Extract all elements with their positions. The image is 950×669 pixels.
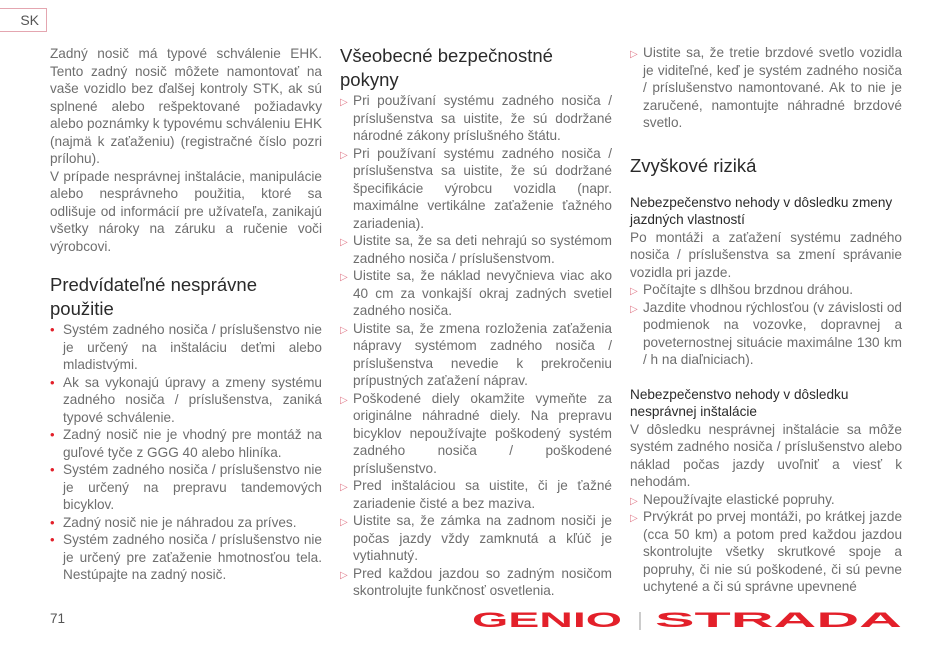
genio-strada-logo (470, 608, 905, 632)
item-text: Pred každou jazdou so zadným nosičom skontrolujte funkčnosť osvetlenia. (353, 565, 612, 598)
list-item (340, 320, 612, 390)
section-heading: Predvídateľné nesprávne použitie (50, 274, 257, 319)
triangle-marker-icon: ▷ (340, 394, 348, 406)
item-text: Zadný nosič nie je vhodný pre montáž na guľové tyče z GGG 40 alebo hliníka. (63, 427, 322, 460)
section-heading: Zvyškové riziká (630, 154, 757, 176)
list-item (50, 514, 322, 532)
item-text: Prvýkrát po prvej montáži, po krátkej jazde (cca 50 km) a potom pred každou jazdou skontrolujte všetky skrutkové spoje a popruhy, či nie sú poškodené, či sú pevne uchytené a či sú správne upevnené (643, 509, 902, 594)
triangle-marker-icon: ▷ (340, 149, 348, 161)
triangle-marker-icon: ▷ (630, 495, 638, 507)
column-right (630, 44, 902, 596)
list-item (50, 461, 322, 514)
triangle-marker-icon: ▷ (340, 272, 348, 283)
triangle-marker-icon: ▷ (630, 286, 638, 297)
list-item (340, 145, 612, 233)
triangle-marker-icon: ▷ (340, 482, 348, 493)
intro-paragraph: V prípade nesprávnej inštalácie, manipulácie alebo nesprávneho použitia, ktoré sa odlišuje od informácií pre užívateľa, zanikajú všetky nároky na záruku a ručenie voči výrobcovi. (50, 168, 322, 254)
list-item (340, 267, 612, 320)
item-text: Poškodené diely okamžite vymeňte za originálne náhradné diely. Na prepravu bicyklov nepoužívajte poškodený systém zadného nosiča / poškodené príslušenstvo. (353, 390, 612, 476)
bullet-icon: • (50, 514, 55, 530)
item-text: Uistite sa, že tretie brzdové svetlo vozidla je viditeľné, keď je systém zadného nosiča / príslušenstvo namontované. Ak to nie je zaručené, namontujte náhradné brzdové svetlo. (643, 45, 902, 130)
list-item (340, 92, 612, 145)
bullet-icon: • (50, 462, 55, 477)
item-text: Nepoužívajte elastické popruhy. (643, 491, 835, 507)
triangle-marker-icon: ▷ (630, 513, 638, 524)
instruction-list (630, 44, 902, 132)
column-left (50, 45, 322, 584)
item-text: Uistite sa, že náklad nevyčnieva viac ako 40 cm za vonkajší okraj zadných svetiel zadného nosiča. (353, 268, 612, 318)
triangle-marker-icon: ▷ (340, 97, 348, 108)
triangle-marker-icon: ▷ (340, 569, 348, 581)
item-text: Uistite sa, že zámka na zadnom nosiči je počas jazdy vždy zamknutá a kľúč je vytiahnutý. (353, 513, 612, 563)
language-tab: SK (0, 8, 47, 32)
list-item (50, 531, 322, 584)
bullet-icon: • (50, 322, 55, 337)
list-item (50, 321, 322, 374)
triangle-marker-icon: ▷ (630, 49, 638, 60)
triangle-marker-icon: ▷ (340, 324, 348, 336)
intro-paragraph: Zadný nosič má typové schválenie EHK. Tento zadný nosič môžete namontovať na vaše vozidlo bez ďalšej kontroly STK, ak sú splnené alebo rešpektované požiadavky alebo poznámky k typovému schváleniu EHK (najmä k zaťaženiu) (registračné číslo pozri prílohu). (50, 46, 323, 166)
bullet-icon: • (50, 532, 55, 547)
triangle-marker-icon: ▷ (340, 517, 348, 528)
bullet-icon: • (50, 374, 55, 390)
item-text: Ak sa vykonajú úpravy a zmeny systému zadného nosiča / príslušenstva, zaniká typové schválenie. (63, 374, 322, 425)
subheading: Nebezpečenstvo nehody v dôsledku nesprávnej inštalácie (630, 386, 849, 419)
list-item (630, 281, 902, 299)
logo-strada: STRADA (655, 609, 902, 632)
subheading: Nebezpečenstvo nehody v dôsledku zmeny jazdných vlastností (630, 194, 893, 227)
item-text: Uistite sa, že sa deti nehrajú so systémom zadného nosiča / príslušenstvom. (353, 233, 612, 266)
page-number: 71 (50, 611, 66, 626)
list-item (340, 390, 612, 478)
item-text: Jazdite vhodnou rýchlosťou (v závislosti od podmienok na vozovke, dopravnej a poveternostnej situácie maximálne 130 km / h na diaľniciach). (643, 299, 902, 367)
column-middle (340, 44, 612, 600)
item-text: Pred inštaláciou sa uistite, či je ťažné zariadenie čisté a bez maziva. (353, 478, 612, 511)
item-text: Systém zadného nosiča / príslušenstvo nie je určený pre zaťaženie hmotnosťou tela. Nestúpajte na zadný nosič. (63, 532, 322, 582)
triangle-marker-icon: ▷ (630, 303, 638, 315)
item-text: Počítajte s dlhšou brzdnou dráhou. (643, 282, 854, 297)
instruction-list (630, 281, 902, 369)
item-text: Pri používaní systému zadného nosiča / príslušenstva sa uistite, že sú dodržané špecifikácie výrobcu vozidla (napr. maximálne vertikálne zaťaženie ťažného zariadenia). (353, 145, 612, 231)
item-text: Systém zadného nosiča / príslušenstvo nie je určený na prepravu tandemových bicyklov. (63, 462, 322, 512)
section-heading: Všeobecné bezpečnostné pokyny (340, 45, 553, 90)
item-text: Systém zadného nosiča / príslušenstvo nie je určený na inštaláciu deťmi alebo mladistvými. (63, 322, 322, 372)
list-item (630, 491, 902, 509)
list-item (630, 299, 902, 369)
instruction-list (630, 491, 902, 596)
bullet-icon: • (50, 427, 55, 442)
list-item (340, 232, 612, 267)
list-item (340, 565, 612, 600)
bullet-list (50, 321, 322, 584)
logo-genio: GENIO (472, 609, 622, 632)
list-item (340, 477, 612, 512)
item-text: Pri používaní systému zadného nosiča / príslušenstva sa uistite, že sú dodržané národné zákony príslušného štátu. (353, 93, 612, 143)
triangle-marker-icon: ▷ (340, 237, 348, 248)
paragraph: Po montáži a zaťažení systému zadného nosiča / príslušenstva sa zmení správanie vozidla pri jazde. (630, 229, 902, 280)
list-item (50, 374, 322, 427)
list-item (50, 426, 322, 461)
instruction-list (340, 92, 612, 600)
list-item (340, 512, 612, 565)
list-item (630, 508, 902, 596)
item-text: Uistite sa, že zmena rozloženia zaťaženia nápravy systémom zadného nosiča / príslušenstva nevedie k prekročeniu prípustných zaťažení náprav. (353, 320, 612, 388)
list-item (630, 44, 902, 132)
item-text: Zadný nosič nie je náhradou za príves. (63, 514, 297, 530)
paragraph: V dôsledku nesprávnej inštalácie sa môže systém zadného nosiča / príslušenstvo alebo náklad počas jazdy uvoľniť a viesť k nehodám. (630, 421, 902, 489)
